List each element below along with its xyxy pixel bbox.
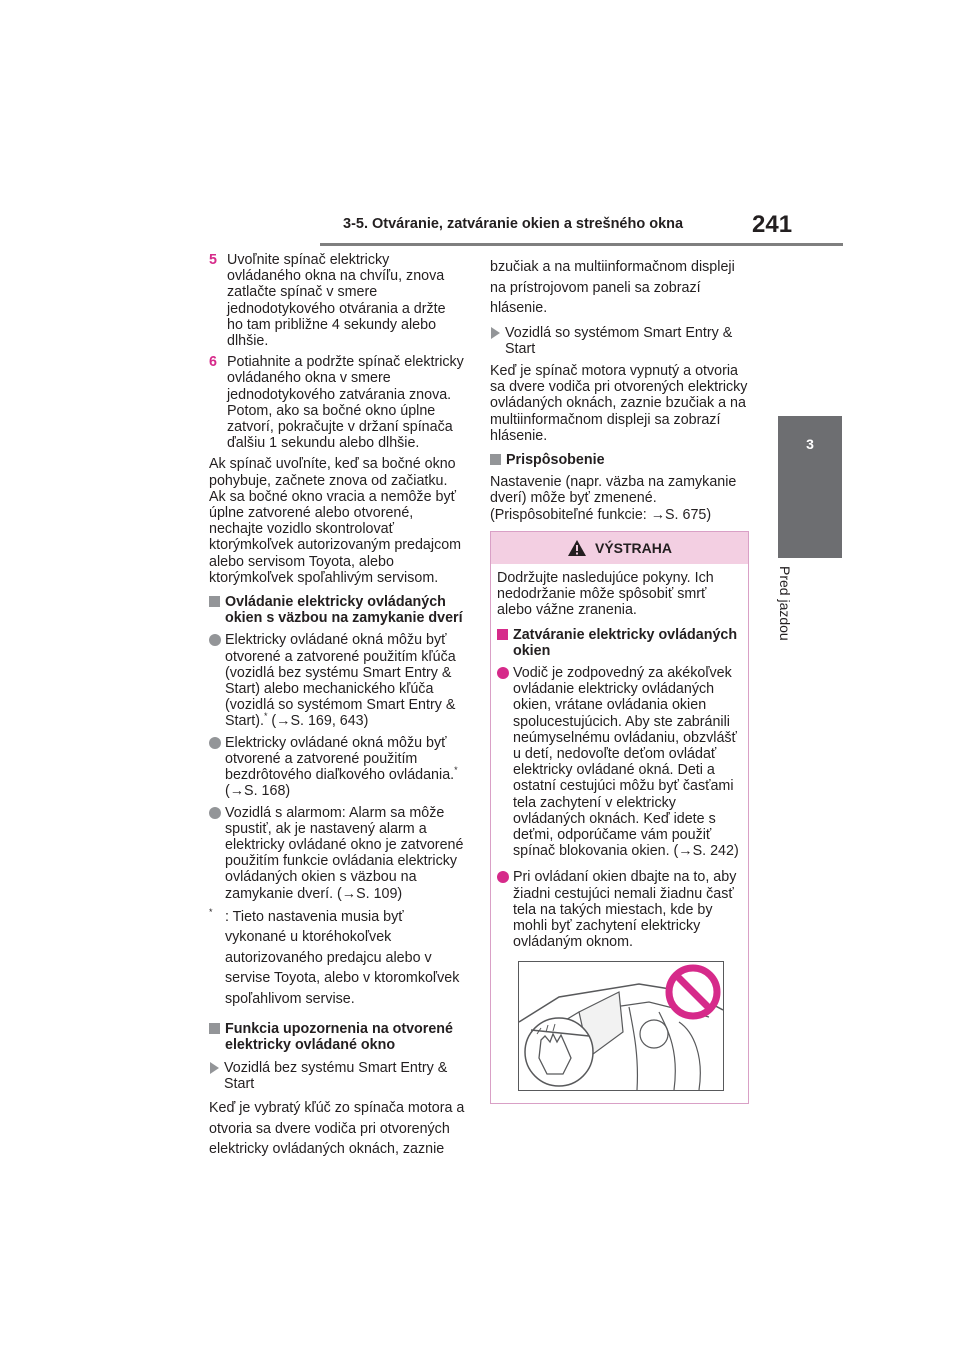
circle-bullet-icon bbox=[209, 807, 221, 819]
warning-title: VÝSTRAHA bbox=[594, 540, 672, 556]
bullet-text: Elektricky ovládané okná môžu byť otvorené a zatvorené použitím bezdrôtového diaľkového ovládania. bbox=[225, 734, 455, 784]
heading-text: Zatváranie elektricky ovládaných okien bbox=[513, 626, 738, 659]
section-title: 3-5. Otváranie, zatváranie okien a strešného okna bbox=[343, 216, 684, 232]
arrow-item bbox=[209, 1060, 465, 1092]
heading-text: Funkcia upozornenia na otvorené elektricky ovládané okno bbox=[225, 1021, 453, 1054]
section-heading bbox=[209, 594, 465, 626]
circle-bullet-icon bbox=[497, 871, 509, 883]
heading-text: Prispôsobenie bbox=[506, 451, 605, 468]
hand-in-window-illustration bbox=[519, 962, 723, 1090]
left-column bbox=[209, 252, 465, 1166]
footnote-mark: * bbox=[263, 711, 268, 722]
arrow-text: Vozidlá bez systému Smart Entry & Start bbox=[224, 1059, 448, 1092]
chapter-tab bbox=[778, 416, 842, 558]
square-bullet-icon bbox=[209, 596, 220, 607]
body-paragraph: Nastavenie (napr. väzba na zamykanie dverí) môže byť zmenené. (Prispôsobiteľné funkcie: →S. 675) bbox=[490, 474, 737, 523]
step-item bbox=[209, 252, 465, 349]
header-rule bbox=[320, 243, 843, 246]
warning-body bbox=[491, 564, 748, 950]
bullet-text: Vozidlá s alarmom: Alarm sa môže spustiť, ak je nastavený alarm a elektricky ovládané okno je zatvorené použitím funkcie ovládania elektricky ovládaných okien s väzbou na zamykanie dverí. (→S. 109) bbox=[225, 804, 464, 902]
bullet-item bbox=[209, 735, 465, 800]
right-column bbox=[490, 257, 749, 529]
bullet-text: Pri ovládaní okien dbajte na to, aby žiadni cestujúci nemali žiadnu časť tela na takých miestach, kde by mohli byť zachytení elektricky ovládaným oknom. bbox=[513, 869, 737, 951]
triangle-arrow-icon bbox=[210, 1062, 219, 1074]
bullet-text: Elektricky ovládané okná môžu byť otvorené a zatvorené použitím kľúča (vozidlá bez systému Smart Entry & Start) alebo mechanického kľúča (vozidlá so systémom Smart Entry & Start). bbox=[225, 632, 456, 730]
footnote-mark: * bbox=[209, 906, 213, 917]
heading-text: Ovládanie elektricky ovládaných okien s väzbou na zamykanie dverí bbox=[225, 594, 463, 627]
circle-bullet-icon bbox=[209, 634, 221, 646]
arrow-item bbox=[490, 325, 749, 357]
square-bullet-icon bbox=[490, 454, 501, 465]
warning-heading bbox=[497, 627, 742, 659]
step-number: 5 bbox=[209, 252, 217, 268]
body-paragraph: Ak spínač uvoľníte, keď sa bočné okno pohybuje, začnete znova od začiatku. Ak sa bočné okno vracia a nemôže byť úplne zatvorené alebo otvorené, nechajte vozidlo skontrolovať ktorýmkoľvek autorizovaným predajcom alebo servisom Toyota, alebo ktorýmkoľvek spoľahlivým servisom. bbox=[209, 456, 462, 586]
window-pinch-illustration bbox=[518, 961, 724, 1091]
section-heading bbox=[490, 452, 749, 468]
step-text: Uvoľnite spínač elektricky ovládaného okna na chvíľu, znova zatlačte spínač v smere jednodotykového otvárania a držte ho tam približne 4 sekundy alebo dlhšie. bbox=[227, 252, 446, 350]
body-paragraph: Keď je vybratý kľúč zo spínača motora a otvoria sa dvere vodiča pri otvorených elektricky ovládaných oknách, zaznie bbox=[209, 1100, 465, 1158]
chapter-number: 3 bbox=[806, 436, 814, 452]
circle-bullet-icon bbox=[497, 667, 509, 679]
arrow-text: Vozidlá so systémom Smart Entry & Start bbox=[505, 324, 733, 357]
step-number: 6 bbox=[209, 354, 217, 371]
triangle-arrow-icon bbox=[491, 327, 500, 339]
bullet-item bbox=[497, 869, 742, 950]
page-reference: (→S. 168) bbox=[225, 783, 291, 800]
step-item bbox=[209, 354, 465, 451]
warning-header bbox=[491, 532, 748, 564]
bullet-text: Vodič je zodpovedný za akékoľvek ovládanie elektricky ovládaných okien, vrátane ovládania okien spolucestujúcich. Aby ste zabránili neúmyselnému ovládaniu, obzvlášť u detí, nedovoľte deťom ovládať elektricky ovládané okná. Deti a ostatní cestujúci môžu byť časťami tela zachytení v elektricky ovládaných oknách. Keď idete s deťmi, odporúčame vám použiť spínač blokovania okien. (→S. 242) bbox=[513, 665, 739, 860]
body-paragraph: bzučiak a na multiinformačnom displeji na prístrojovom paneli sa zobrazí hlásenie. bbox=[490, 259, 735, 316]
page-number: 241 bbox=[752, 211, 793, 238]
circle-bullet-icon bbox=[209, 737, 221, 749]
page-reference: (→S. 169, 643) bbox=[267, 713, 369, 730]
warning-box bbox=[490, 531, 749, 1104]
bullet-item bbox=[497, 665, 742, 859]
section-heading bbox=[209, 1021, 465, 1053]
bullet-item bbox=[209, 632, 465, 729]
chapter-title-vertical bbox=[777, 566, 806, 666]
footnote-text: : Tieto nastavenia musia byť vykonané u ktoréhokoľvek autorizovaného predajcu alebo v servise Toyota, alebo v ktoromkoľvek spoľahlivom servise. bbox=[225, 908, 460, 1007]
footnote-mark: * bbox=[454, 765, 458, 776]
bullet-item bbox=[209, 805, 465, 902]
square-bullet-icon bbox=[497, 629, 508, 640]
warning-intro: Dodržujte nasledujúce pokyny. Ich nedodržanie môže spôsobiť smrť alebo vážne zranenia. bbox=[497, 570, 714, 619]
square-bullet-icon bbox=[209, 1023, 220, 1034]
warning-triangle-icon bbox=[567, 539, 587, 557]
footnote bbox=[209, 907, 465, 1010]
body-paragraph: Keď je spínač motora vypnutý a otvoria sa dvere vodiča pri otvorených elektricky ovládaných oknách, zaznie bzučiak a na multiinformačnom displeji sa zobrazí hlásenie. bbox=[490, 362, 748, 444]
step-text: Potiahnite a podržte spínač elektricky ovládaného okna v smere jednodotykového zatvárania znova. Potom, ako sa bočné okno úplne zatvorí, pokračujte v držaní spínača ďalšiu 1 sekundu alebo dlhšie. bbox=[227, 354, 464, 452]
chapter-title: Pred jazdou bbox=[777, 566, 793, 641]
